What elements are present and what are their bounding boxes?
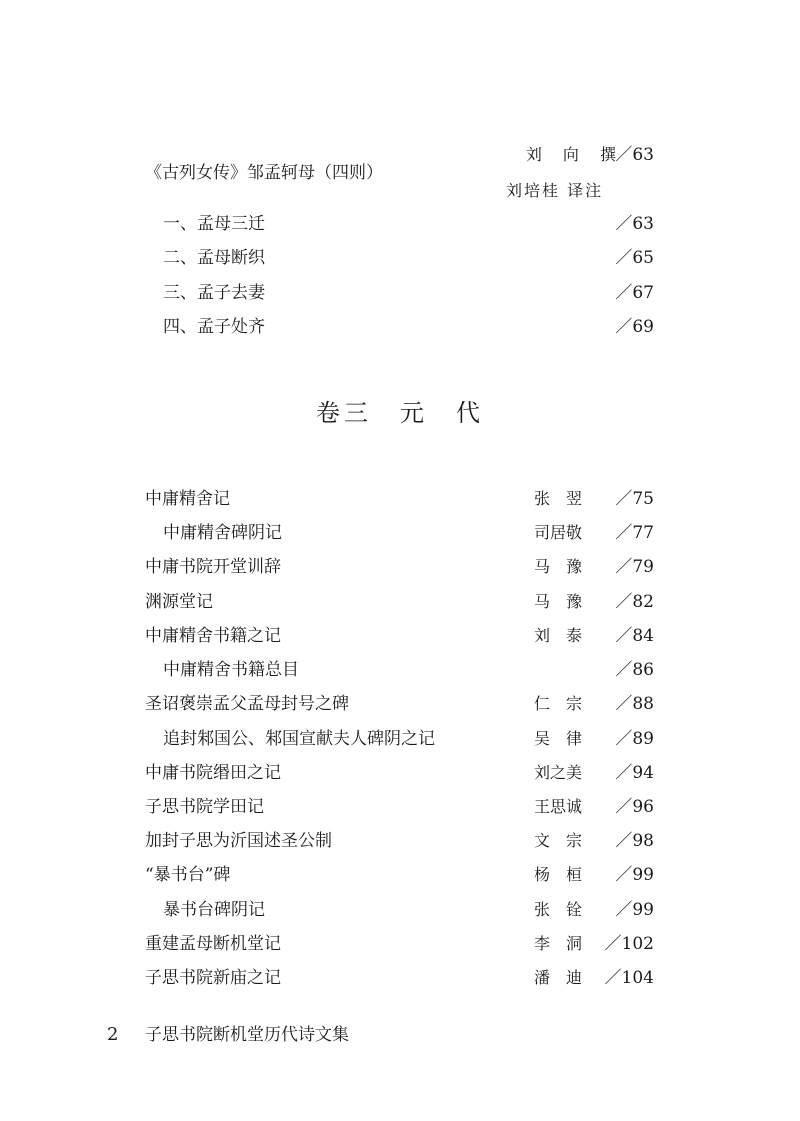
- toc-entry: [0, 826, 800, 856]
- toc-subentry: [0, 209, 800, 239]
- toc-entry-author: 杨 桓: [533, 865, 582, 884]
- toc-entry: [0, 689, 800, 719]
- toc-entry-page: ／96: [615, 797, 654, 817]
- toc-entry-title: 重建孟母断机堂记: [145, 934, 281, 954]
- toc-entry: [0, 792, 800, 822]
- toc-entry-title: 子思书院新庙之记: [145, 968, 281, 988]
- toc-subentry: [0, 243, 800, 273]
- toc-subentry-page: ／65: [615, 248, 654, 268]
- toc-entry-page: ／102: [604, 934, 654, 954]
- toc-entry-page: ／99: [615, 900, 654, 920]
- toc-entry-title: 圣诏褒崇孟父孟母封号之碑: [145, 694, 349, 714]
- toc-entry-page: ／104: [604, 968, 654, 988]
- toc-entry-page: ／94: [615, 763, 654, 783]
- toc-entry-page: ／98: [615, 831, 654, 851]
- toc-entry-author: 司居敬: [533, 523, 582, 542]
- toc-entry: [0, 758, 800, 788]
- toc-entry-author: 刘 向 撰: [525, 145, 624, 164]
- toc-entry-page: ／82: [615, 592, 654, 612]
- toc-entry-page: ／89: [615, 729, 654, 749]
- toc-entry-author: 潘 迪: [533, 968, 582, 987]
- toc-entry-page: ／75: [615, 489, 654, 509]
- toc-entry-title: 《古列女传》邹孟轲母（四则）: [145, 163, 383, 183]
- toc-entry-page: ／99: [615, 865, 654, 885]
- toc-entry-title: 加封子思为沂国述圣公制: [145, 831, 332, 851]
- toc-entry: [0, 929, 800, 959]
- toc-entry-title: 中庸书院开堂训辞: [145, 557, 281, 577]
- page-number: 2: [107, 1024, 119, 1045]
- toc-entry-page: ／84: [615, 626, 654, 646]
- toc-entry-author: 文 宗: [533, 831, 582, 850]
- toc-entry-page: ／63: [615, 145, 654, 165]
- toc-subentry-title: 四、孟子处齐: [163, 317, 265, 337]
- book-title: 子思书院断机堂历代诗文集: [145, 1025, 349, 1045]
- toc-entry-title: 中庸精舍记: [145, 489, 230, 509]
- toc-entry-author: 张 铨: [533, 900, 582, 919]
- toc-entry: [0, 518, 800, 548]
- toc-subentry: [0, 278, 800, 308]
- toc-subentry-title: 一、孟母三迁: [163, 214, 265, 234]
- toc-entry: [0, 587, 800, 617]
- toc-entry: [0, 621, 800, 651]
- toc-entry-page: ／79: [615, 557, 654, 577]
- toc-entry-page: ／77: [615, 523, 654, 543]
- toc-entry: [0, 655, 800, 685]
- toc-entry-title: 子思书院学田记: [145, 797, 264, 817]
- toc-entry-page: ／88: [615, 694, 654, 714]
- toc-subentry-page: ／63: [615, 214, 654, 234]
- toc-entry-title: 中庸精舍书籍之记: [145, 626, 281, 646]
- toc-entry: [0, 484, 800, 514]
- toc-entry: [0, 552, 800, 582]
- toc-entry-title: 暴书台碑阴记: [163, 900, 265, 920]
- toc-entry-title: 中庸精舍书籍总目: [163, 660, 299, 680]
- toc-entry-author: 马 豫: [533, 557, 582, 576]
- toc-entry-lienu: [0, 0, 800, 200]
- toc-entry-author: 仁 宗: [533, 694, 582, 713]
- toc-subentry-title: 二、孟母断织: [163, 248, 265, 268]
- toc-entry: [0, 963, 800, 993]
- toc-entry: [0, 860, 800, 890]
- toc-entry-author: 李 洞: [533, 934, 582, 953]
- toc-entry-author: 吴 律: [533, 729, 582, 748]
- toc-entry-title: 渊源堂记: [145, 592, 213, 612]
- toc-entry-page: ／86: [615, 660, 654, 680]
- toc-entry-title: 追封邾国公、邾国宣献夫人碑阴之记: [163, 729, 435, 749]
- toc-entry-title: 中庸精舍碑阴记: [163, 523, 282, 543]
- toc-subentry-title: 三、孟子去妻: [163, 283, 265, 303]
- toc-entry-title: “暴书台”碑: [145, 865, 231, 885]
- section-heading: 卷三 元 代: [316, 399, 484, 427]
- toc-entry: [0, 895, 800, 925]
- toc-entry-author: 刘之美: [533, 763, 582, 782]
- toc-entry-translator: 刘培桂 译注: [506, 181, 604, 200]
- toc-subentry: [0, 312, 800, 342]
- toc-entry: [0, 724, 800, 754]
- toc-subentry-page: ／69: [615, 317, 654, 337]
- toc-entry-author: 王思诚: [533, 797, 582, 816]
- toc-entry-author: 刘 泰: [533, 626, 582, 645]
- toc-entry-author: 张 翌: [533, 489, 582, 508]
- toc-entry-title: 中庸书院缗田之记: [145, 763, 281, 783]
- toc-entry-author: 马 豫: [533, 592, 582, 611]
- toc-subentry-page: ／67: [615, 283, 654, 303]
